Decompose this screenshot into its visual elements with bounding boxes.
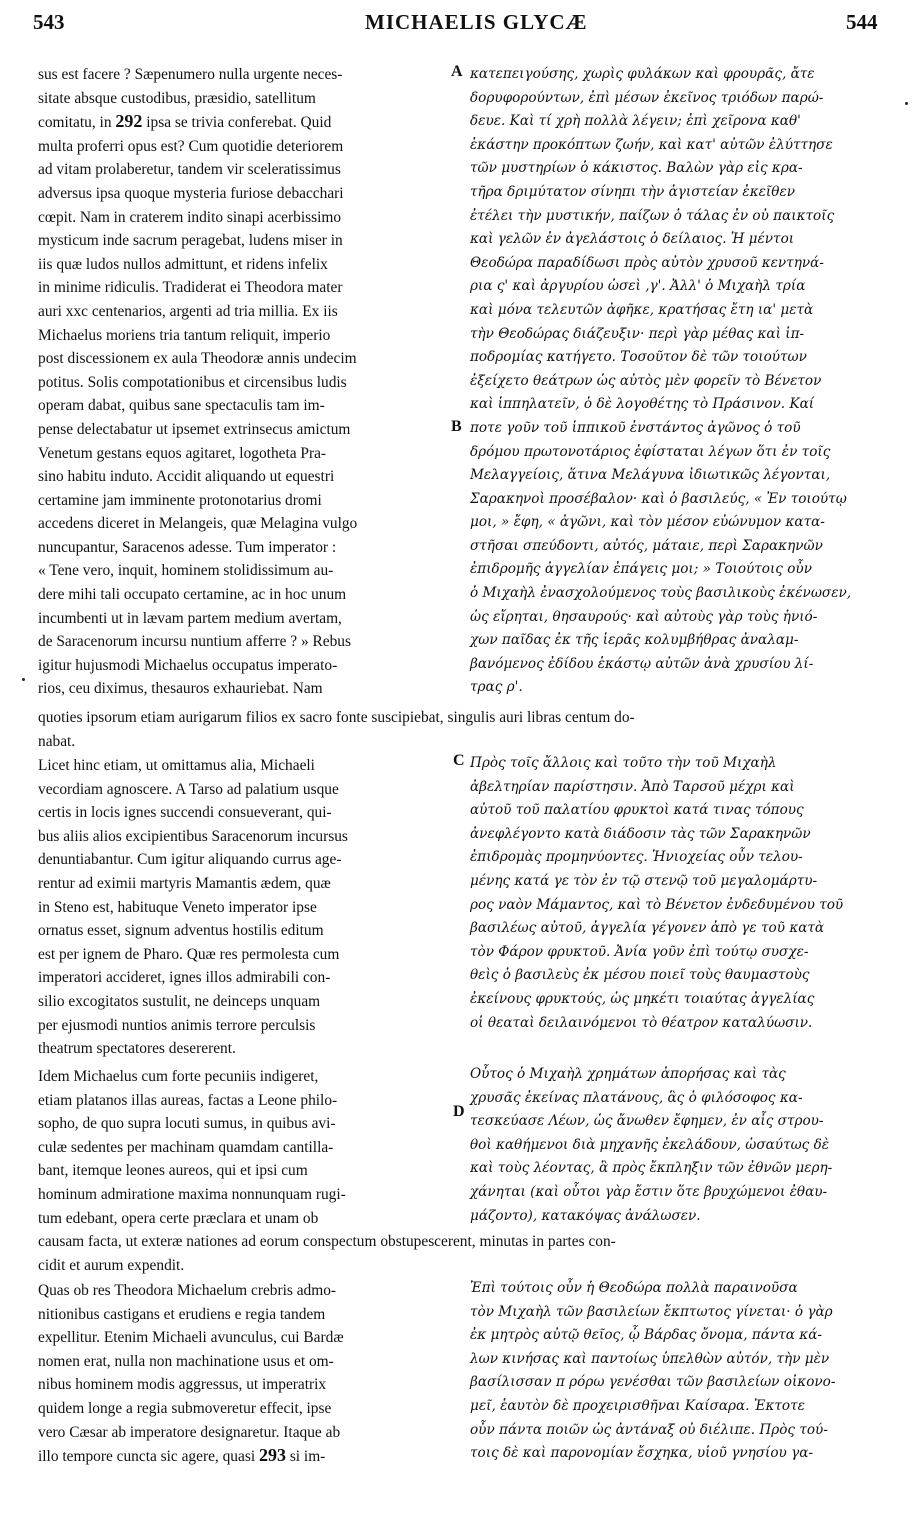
- text-fragment: ipsa se trivia conferebat. Quid: [146, 114, 332, 132]
- text-line: Ἐπὶ τούτοις οὖν ἡ Θεοδώρα πολλὰ παραινοῦσα: [470, 1280, 798, 1296]
- text-line: χων παῖδας ἐκ τῆς ἱερᾶς κολυμβήθρας ἀναλαμ-: [470, 632, 799, 649]
- text-line: [38, 110, 357, 135]
- text-line: imperatori accideret, ignes illos admirabili con-: [38, 969, 331, 987]
- latin-paragraph-3-end: [38, 1230, 616, 1277]
- print-speck: [905, 102, 908, 105]
- text-line: ρος ναὸν Μάμαντος, καὶ τὸ Βένετον ἐνδεδυμένου τοῦ: [470, 896, 844, 913]
- text-line: cœpit. Nam in craterem indito sinapi acerbissimo: [38, 208, 342, 226]
- text-line: μάζοντο), κατακόψας ἀνάλωσεν.: [470, 1207, 701, 1224]
- text-line: sus est facere ? Sæpenumero nulla urgente neces-: [38, 66, 343, 83]
- text-line: igitur hujusmodi Michaelus occupatus imperato-: [38, 656, 338, 674]
- text-line: Σαρακηνοὶ προσέβαλον· καὶ ὁ βασιλεύς, « Ἐν τοιούτῳ: [470, 490, 847, 507]
- text-line: ἐκείνους φρυκτούς, ὡς μηκέτι τοιαύτας ἀγγελίας: [470, 990, 815, 1007]
- text-line: potitus. Solis compotationibus et circensibus ludis: [38, 373, 347, 391]
- text-line: ἐκ μητρὸς αὐτῷ θεῖος, ᾧ Βάρδας ὄνομα, πάντα κά-: [470, 1327, 822, 1344]
- text-line: δορυφορούντων, ἐπὶ μέσων ἐκεῖνος τριόδων παρώ-: [470, 89, 824, 106]
- text-line: Michaelus moriens tria tantum reliquit, imperio: [38, 326, 331, 344]
- text-line: δρόμου πρωτονοτάριος ἐφίσταται λέγων ὅτι ἐν τοῖς: [470, 443, 831, 460]
- text-line: silio excogitatos sustulit, ne deinceps unquam: [38, 992, 321, 1010]
- text-line: Licet hinc etiam, ut omittamus alia, Michaeli: [38, 757, 315, 774]
- text-line: Μελαγγείοις, ἅτινα Μελάγυνα ἰδιωτικῶς λέγονται,: [470, 467, 831, 484]
- text-line: Θεοδώρα παραδίδωσι πρὸς αὐτὸν χρυσοῦ κεντηνά-: [470, 254, 824, 271]
- text-line: οὖν πάντα ποιῶν ὡς ἀντάναξ οὐ διέλιπε. Πρὸς τού-: [470, 1421, 828, 1438]
- text-line: vero Cæsar ab imperatore designaretur. Itaque ab: [38, 1423, 341, 1441]
- text-fragment: illo tempore cuncta sic agere, quasi: [38, 1448, 256, 1466]
- text-line: καὶ ἱππηλατεῖν, ὁ δὲ λογοθέτης τὸ Πράσινον. Καί: [470, 396, 815, 413]
- text-line: καὶ τοὺς λέοντας, ἃ πρὸς ἔκπληξιν τῶν ἐθνῶν μερη-: [470, 1160, 833, 1177]
- greek-paragraph-1: [470, 63, 851, 700]
- text-line: iis quæ ludos nullos admittunt, et ridens infelix: [38, 255, 328, 273]
- text-line: κατεπειγούσης, χωρὶς φυλάκων καὶ φρουρᾶς, ἄτε: [470, 66, 815, 82]
- text-line: τῆρα δριμύτατον σίνηπι τὴν ἁγιστείαν ἐκεῖθεν: [470, 183, 796, 200]
- text-line: τοις δὲ καὶ παρονομίαν ἔσχηκα, υἱοῦ γνησίου γα-: [470, 1445, 814, 1462]
- text-line: mysticum inde sacrum peragebat, ludens miser in: [38, 232, 343, 250]
- text-line: sino habitu induto. Accidit aliquando ut equestri: [38, 468, 335, 486]
- text-line: ornatus esset, signum adventus hostilis editum: [38, 922, 324, 940]
- text-line: sitate absque custodibus, præsidio, satellitum: [38, 89, 316, 107]
- text-line: αὐτοῦ τοῦ παλατίου φρυκτοὶ κατά τινας τόπους: [470, 802, 804, 819]
- text-line: ὡς εἴρηται, θησαυρούς· καὶ αὐτοὺς γὰρ τοὺς ἡνιό-: [470, 608, 818, 625]
- text-line: post discessionem ex aula Theodoræ annis undecim: [38, 350, 357, 368]
- text-line: auri xxc centenarios, argenti ad tria millia. Ex iis: [38, 302, 338, 320]
- text-line: « Tene vero, inquit, hominem stolidissimum au-: [38, 562, 334, 580]
- text-line: operam dabat, quibus sane spectaculis tam im-: [38, 397, 325, 415]
- text-line: in Steno est, habituque Veneto imperator ipse: [38, 898, 317, 916]
- latin-paragraph-4: [38, 1279, 344, 1469]
- text-line: χάνηται (καὶ οὗτοι γὰρ ἔστιν ὅτε βρυχώμενοι ἐθαυ-: [470, 1183, 828, 1200]
- text-line: certamine jam imminente protonotarius dromi: [38, 491, 322, 509]
- text-line: Πρὸς τοῖς ἄλλοις καὶ τοῦτο τὴν τοῦ Μιχαὴλ: [470, 755, 777, 771]
- text-line: ἀβελτηρίαν παρίστησιν. Ἀπὸ Ταρσοῦ μέχρι καὶ: [470, 778, 795, 795]
- text-line: certis in locis ignes succendi consueverant, qui-: [38, 804, 332, 822]
- latin-paragraph-1-end: [38, 706, 635, 753]
- text-line: μεῖ, ἑαυτὸν δὲ προχειρισθῆναι Καίσαρα. Ἐκτοτε: [470, 1397, 805, 1414]
- text-line: nabat.: [38, 732, 76, 750]
- text-line: sopho, de quo supra locuti sumus, in quibus avi-: [38, 1115, 336, 1133]
- text-line: nitionibus castigans et erudiens e regia tandem: [38, 1305, 326, 1323]
- margin-letter-a: A: [451, 63, 463, 80]
- text-line: rentur ad eximii martyris Mamantis ædem, quæ: [38, 874, 331, 892]
- text-line: theatrum spectatores desererent.: [38, 1040, 236, 1058]
- text-line: dere mihi tali occupato certamine, ac in hoc unum: [38, 586, 347, 604]
- greek-paragraph-4: [470, 1277, 835, 1466]
- text-line: τὸν Μιχαὴλ τῶν βασιλείων ἔκπτωτος γίνεται· ὁ γὰρ: [470, 1303, 833, 1320]
- text-line: per ejusmodi nuntios animis terrore perculsis: [38, 1016, 316, 1034]
- text-line: χρυσᾶς ἐκείνας πλατάνους, ἃς ὁ φιλόσοφος κα-: [470, 1089, 803, 1106]
- text-line: etiam platanos illas aureas, factas a Leone philo-: [38, 1091, 338, 1109]
- text-line: τεσκεύασε Λέων, ὡς ἄνωθεν ἔφημεν, ἐν αἷς στρου-: [470, 1113, 824, 1130]
- print-speck: [22, 678, 25, 681]
- text-line: quoties ipsorum etiam aurigarum filios ex sacro fonte suscipiebat, singulis auri libras centum do-: [38, 709, 635, 726]
- text-line: Venetum gestans equos agitaret, logotheta Pra-: [38, 444, 327, 462]
- text-line: ὁ Μιχαὴλ ἐνασχολούμενος τοὺς βασιλικοὺς ἐκένωσεν,: [470, 585, 852, 602]
- margin-letter-c: C: [453, 752, 465, 769]
- text-line: nibus hominem modis aggressus, ut imperatrix: [38, 1376, 327, 1394]
- text-line: ad vitam prolaberetur, tandem vir sceleratissimus: [38, 161, 341, 179]
- text-line: ρια ς' καὶ ἀργυρίου ὡσεὶ ,γ'. Ἀλλ' ὁ Μιχαὴλ τρία: [470, 278, 806, 295]
- text-line: est per ignem de Pharo. Quæ res permolesta cum: [38, 945, 340, 963]
- text-line: ἐπιδρομὰς προμηνύοντες. Ἡνιοχείας οὖν τελου-: [470, 849, 803, 866]
- text-line: βασιλέως αὐτοῦ, ἀγγελία γέγονεν ἀπὸ γε τοῦ κατὰ: [470, 920, 825, 937]
- text-line: denuntiabantur. Cum igitur aliquando currus age-: [38, 851, 342, 869]
- text-line: causam facta, ut exteræ nationes ad eorum conspectum obstupescerent, minutas in partes con-: [38, 1233, 616, 1250]
- text-line: τὸν Φάρον φρυκτοῦ. Ἀνία γοῦν ἐπὶ τούτῳ συσχε-: [470, 943, 809, 960]
- running-title: MICHAELIS GLYCÆ: [365, 10, 588, 34]
- text-line: Idem Michaelus cum forte pecuniis indigeret,: [38, 1068, 319, 1085]
- text-line: expellitur. Etenim Michaeli avunculus, cui Bardæ: [38, 1329, 344, 1347]
- text-line: [38, 1444, 344, 1469]
- text-line: θεὶς ὁ βασιλεὺς ἐκ μέσου ποιεῖ τοὺς θαυμαστοὺς: [470, 967, 810, 984]
- text-line: ἑκάστην προκόπτων ζωήν, καὶ κατ' αὐτῶν ἐλύττησε: [470, 136, 833, 153]
- text-line: bus aliis alios excipientibus Saracenorum incursus: [38, 827, 348, 845]
- text-fragment: comitatu, in: [38, 114, 112, 132]
- text-line: tum edebant, opera certe præclara et unam ob: [38, 1209, 319, 1227]
- text-line: τὴν Θεοδώρας διάζευξιν· περὶ γὰρ μέθας καὶ ἱπ-: [470, 325, 805, 342]
- text-fragment: si im-: [289, 1448, 326, 1466]
- text-line: ποδρομίας κατήγετο. Τοσοῦτον δὲ τῶν τοιούτων: [470, 349, 807, 366]
- text-line: λων κινήσας καὶ παντοίως ὑπελθὼν αὐτόν, τὴν μὲν: [470, 1350, 830, 1367]
- greek-paragraph-2: [470, 752, 843, 1035]
- page-header: [0, 10, 916, 50]
- text-line: culæ sedentes per machinam quamdam cantilla-: [38, 1138, 334, 1156]
- text-line: τρας ρ'.: [470, 679, 523, 696]
- page-marker-293: 293: [258, 1445, 286, 1466]
- greek-paragraph-3: [470, 1063, 832, 1228]
- text-line: rios, ceu diximus, thesauros exhauriebat. Nam: [38, 680, 323, 698]
- text-line: μένης κατά γε τὸν ἐν τῷ στενῷ τοῦ μεγαλομάρτυ-: [470, 872, 818, 889]
- text-line: στῆσαι σπεύδοντι, αὐτός, μάταιε, περὶ Σαρακηνῶν: [470, 537, 823, 554]
- text-line: quidem longe a regia submoveretur effecit, ipse: [38, 1399, 332, 1417]
- text-line: bant, itemque leones aureos, qui et ipsi cum: [38, 1162, 308, 1180]
- text-line: καὶ μόνα τελευτῶν ἀφῆκε, κρατήσας ἔτη ια' μετὰ: [470, 301, 814, 318]
- latin-paragraph-1: [38, 63, 357, 701]
- page-marker-292: 292: [115, 111, 143, 132]
- text-line: ἐξείχετο θεάτρων ὡς αὐτὸς μὲν φορεῖν τὸ Βένετον: [470, 372, 822, 389]
- text-line: ἀνεφλέγοντο κατὰ διάδοσιν τὰς τῶν Σαρακηνῶν: [470, 825, 811, 842]
- text-line: θοὶ καθήμενοι διὰ μηχανῆς ἐκελάδουν, ὡσαύτως δὲ: [470, 1136, 830, 1153]
- text-line: nuncupantur, Saracenos adesse. Tum imperator :: [38, 538, 337, 556]
- text-line: cidit et aurum expendit.: [38, 1256, 185, 1274]
- latin-paragraph-2: [38, 754, 348, 1061]
- text-line: incumbenti ut in lævam partem medium avertam,: [38, 609, 342, 627]
- text-line: accedens diceret in Melangeis, quæ Melagina vulgo: [38, 515, 358, 533]
- text-line: hominum admiratione maxima nonnunquam rugi-: [38, 1185, 346, 1203]
- margin-letter-d: D: [453, 1103, 465, 1120]
- text-line: οἱ θεαταὶ δειλαινόμενοι τὸ θέατρον καταλύωσιν.: [470, 1014, 813, 1031]
- text-line: Οὗτος ὁ Μιχαὴλ χρημάτων ἀπορήσας καὶ τὰς: [470, 1066, 786, 1082]
- text-line: δευε. Καὶ τί χρὴ πολλὰ λέγειν; ἐπὶ χεῖρονα καθ': [470, 113, 801, 130]
- text-line: μοι, » ἔφη, « ἀγῶνι, καὶ τὸν μέσον εὐώνυμον κατα-: [470, 514, 825, 531]
- text-line: ποτε γοῦν τοῦ ἱππικοῦ ἐνστάντος ἀγῶνος ὁ τοῦ: [470, 419, 801, 436]
- text-line: nomen erat, nulla non machinatione usus et om-: [38, 1352, 334, 1370]
- text-line: Quas ob res Theodora Michaelum crebris admo-: [38, 1282, 337, 1299]
- text-line: adversus ipsa quoque mysteria furiose debacchari: [38, 184, 344, 202]
- text-line: καὶ γελῶν ἐν ἀγελάστοις ὁ δείλαιος. Ἡ μέντοι: [470, 231, 795, 248]
- right-page-number: 544: [846, 10, 878, 34]
- text-line: in minime ridiculis. Tradiderat ei Theodora mater: [38, 279, 343, 297]
- text-line: τῶν μυστηρίων ὁ κάκιστος. Βαλὼν γὰρ εἰς κρα-: [470, 160, 803, 177]
- text-line: multa proferri opus est? Cum quotidie deteriorem: [38, 137, 344, 155]
- text-line: ἐπιδρομῆς ἀγγελίαν ἐπάγεις μοι; » Τοιούτοις οὖν: [470, 561, 812, 578]
- left-page-number: 543: [33, 10, 65, 34]
- text-line: βανόμενος ἐδίδου ἑκάστῳ αὐτῶν ἀνὰ χρυσίου λί-: [470, 655, 814, 672]
- text-line: de Saracenorum incursu nuntium afferre ? » Rebus: [38, 633, 351, 651]
- text-line: ἐτέλει τὴν μυστικήν, παίζων ὁ τάλας ἐν οὐ παικτοῖς: [470, 207, 835, 224]
- text-line: pense delectabatur ut ipsemet extrinsecus amictum: [38, 420, 351, 438]
- margin-letter-b: B: [451, 418, 462, 435]
- latin-paragraph-3: [38, 1065, 346, 1230]
- text-line: βασίλισσαν π ρόρω γενέσθαι τῶν βασιλείων οἰκονο-: [470, 1374, 836, 1391]
- text-line: vecordiam agnoscere. A Tarso ad palatium usque: [38, 780, 339, 798]
